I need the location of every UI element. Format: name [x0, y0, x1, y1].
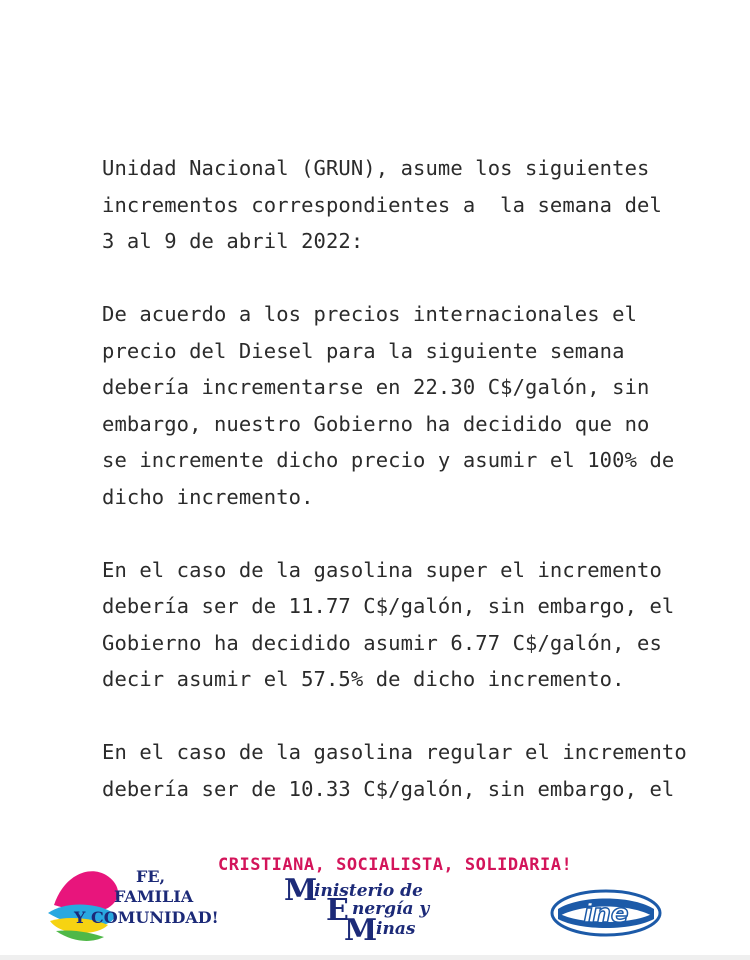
- ine-logo: [550, 889, 662, 937]
- text-line: 3 al 9 de abril 2022:: [102, 229, 364, 253]
- minas-text: inas: [376, 919, 416, 939]
- paragraph-intro: [102, 150, 706, 260]
- text-line: se incremente dicho precio y asumir el 100% de: [102, 448, 675, 472]
- footer-banner: [0, 845, 750, 960]
- bottom-edge: [0, 955, 750, 960]
- text-line: En el caso de la gasolina regular el incremento: [102, 740, 687, 764]
- energia-initial: E: [326, 893, 349, 928]
- text-line: precio del Diesel para la siguiente semana: [102, 338, 625, 363]
- text-line: debería incrementarse en 22.30 C$/galón, sin: [102, 375, 650, 399]
- text-line: dicho incremento.: [102, 484, 314, 509]
- paragraph-diesel: [102, 296, 706, 515]
- paragraph-gasolina-super: [102, 552, 706, 698]
- text-line: Unidad Nacional (GRUN), asume los siguientes: [102, 156, 650, 180]
- text-line: embargo, nuestro Gobierno ha decidido que no: [102, 411, 650, 436]
- text-line: Gobierno ha decidido asumir 6.77 C$/galón, es: [102, 630, 662, 655]
- ministerio-text: inisterio de: [314, 881, 423, 901]
- text-line: decir asumir el 57.5% de dicho incremento.: [102, 667, 625, 691]
- familia-text: FAMILIA: [114, 887, 194, 906]
- ine-emblem-icon: [550, 889, 662, 937]
- ministerio-initial: M: [284, 873, 318, 908]
- fe-text: FE,: [136, 867, 166, 886]
- ine-text: ine: [583, 899, 629, 929]
- document-body: [102, 150, 706, 807]
- energia-text: nergía y: [352, 899, 430, 919]
- fe-familia-comunidad-logo: [44, 853, 224, 953]
- minas-initial: M: [344, 913, 378, 948]
- text-line: De acuerdo a los precios internacionales el: [102, 302, 638, 326]
- text-line: debería ser de 10.33 C$/galón, sin embargo, el: [102, 776, 675, 801]
- comunidad-text: Y COMUNIDAD!: [74, 908, 219, 927]
- text-line: debería ser de 11.77 C$/galón, sin embargo, el: [102, 594, 675, 618]
- ministerio-energia-minas-logo: [282, 875, 492, 950]
- slogan-text: CRISTIANA, SOCIALISTA, SOLIDARIA!: [218, 855, 573, 875]
- text-line: En el caso de la gasolina super el incremento: [102, 557, 662, 582]
- text-line: incrementos correspondientes a la semana del: [102, 192, 662, 217]
- paragraph-gasolina-regular: [102, 734, 706, 807]
